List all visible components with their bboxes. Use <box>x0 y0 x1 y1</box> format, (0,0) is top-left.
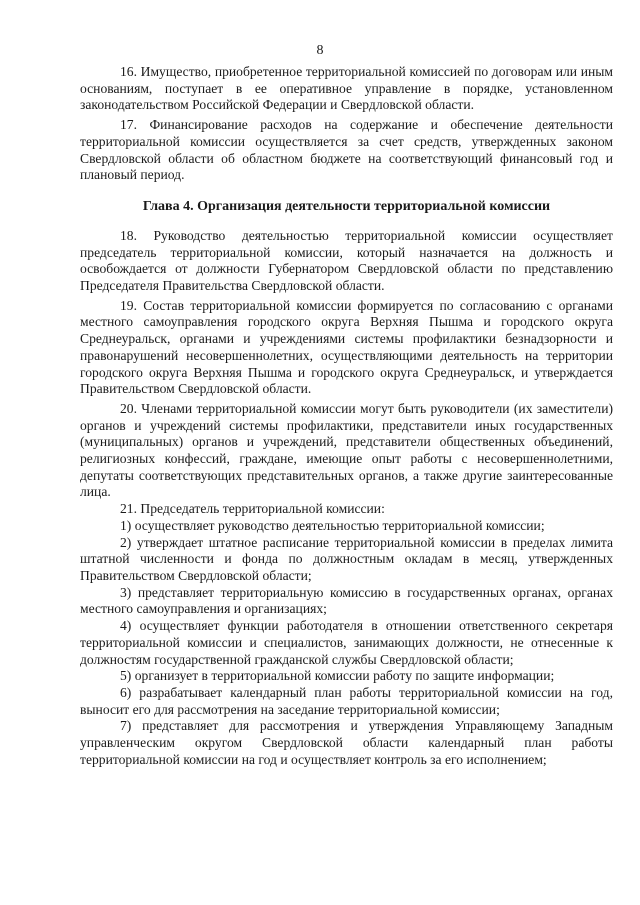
page-number: 8 <box>316 43 324 58</box>
paragraph-19: 19. Состав территориальной комиссии формируется по согласованию с органами местного самоуправления городского округа Верхняя Пышма и городского округа Среднеуральск, органами и учреждениями системы профилактики безнадзорности и правонарушений несовершеннолетних, осуществляющими деятельность на территории городского округа Верхняя Пышма и городского округа Среднеуральск, и утверждается Правительством Свердловской области. <box>80 297 613 397</box>
paragraph-16: 16. Имущество, приобретенное территориальной комиссией по договорам или иным основаниям, поступает в ее оперативное управление в порядке, установленном законодательством Российской Федерации и Свердловской области. <box>80 64 613 113</box>
list-item-1: 1) осуществляет руководство деятельностью территориальной комиссии; <box>120 517 545 533</box>
document-body <box>80 64 613 768</box>
list-item-6: 6) разрабатывает календарный план работы территориальной комиссии на год, выносит его для рассмотрения на заседание территориальной комиссии; <box>80 684 613 717</box>
paragraph-20: 20. Членами территориальной комиссии могут быть руководители (их заместители) органов и учреждений системы профилактики, представители иных государственных (муниципальных) органов и учреждений, представители общественных объединений, религиозных конфессий, граждане, имеющие опыт работы с несовершеннолетними, депутаты соответствующих представительных органов, а также другие заинтересованные лица. <box>80 400 613 500</box>
list-item-4: 4) осуществляет функции работодателя в отношении ответственного секретаря территориальной комиссии и специалистов, занимающих должности, не отнесенные к должностям государственной гражданской службы Свердловской области; <box>80 618 613 667</box>
paragraph-21: 21. Председатель территориальной комиссии: <box>120 501 385 517</box>
paragraph-17: 17. Финансирование расходов на содержание и обеспечение деятельности территориальной комиссии осуществляется за счет средств, утвержденных законом Свердловской области об областном бюджете на соответствующий финансовый год и плановый период. <box>80 117 613 183</box>
list-item-7: 7) представляет для рассмотрения и утверждения Управляющему Западным управленческим округом Свердловской области календарный план работы территориальной комиссии на год и осуществляет контроль за его исполнением; <box>80 718 613 767</box>
chapter-title: Глава 4. Организация деятельности территориальной комиссии <box>142 198 551 214</box>
list-item-2: 2) утверждает штатное расписание территориальной комиссии в пределах лимита штатной численности и фонда по должностным окладам в месяц, утвержденных Правительством Свердловской области; <box>80 534 613 583</box>
paragraph-18: 18. Руководство деятельностью территориальной комиссии осуществляет председатель территориальной комиссии, который назначается на должность и освобождается от должности Губернатором Свердловской области по представлению Председателя Правительства Свердловской области. <box>80 227 613 294</box>
list-item-5: 5) организует в территориальной комиссии работу по защите информации; <box>120 668 555 684</box>
list-item-3: 3) представляет территориальную комиссию в государственных органах, органах местного самоуправления и организациях; <box>80 584 613 617</box>
